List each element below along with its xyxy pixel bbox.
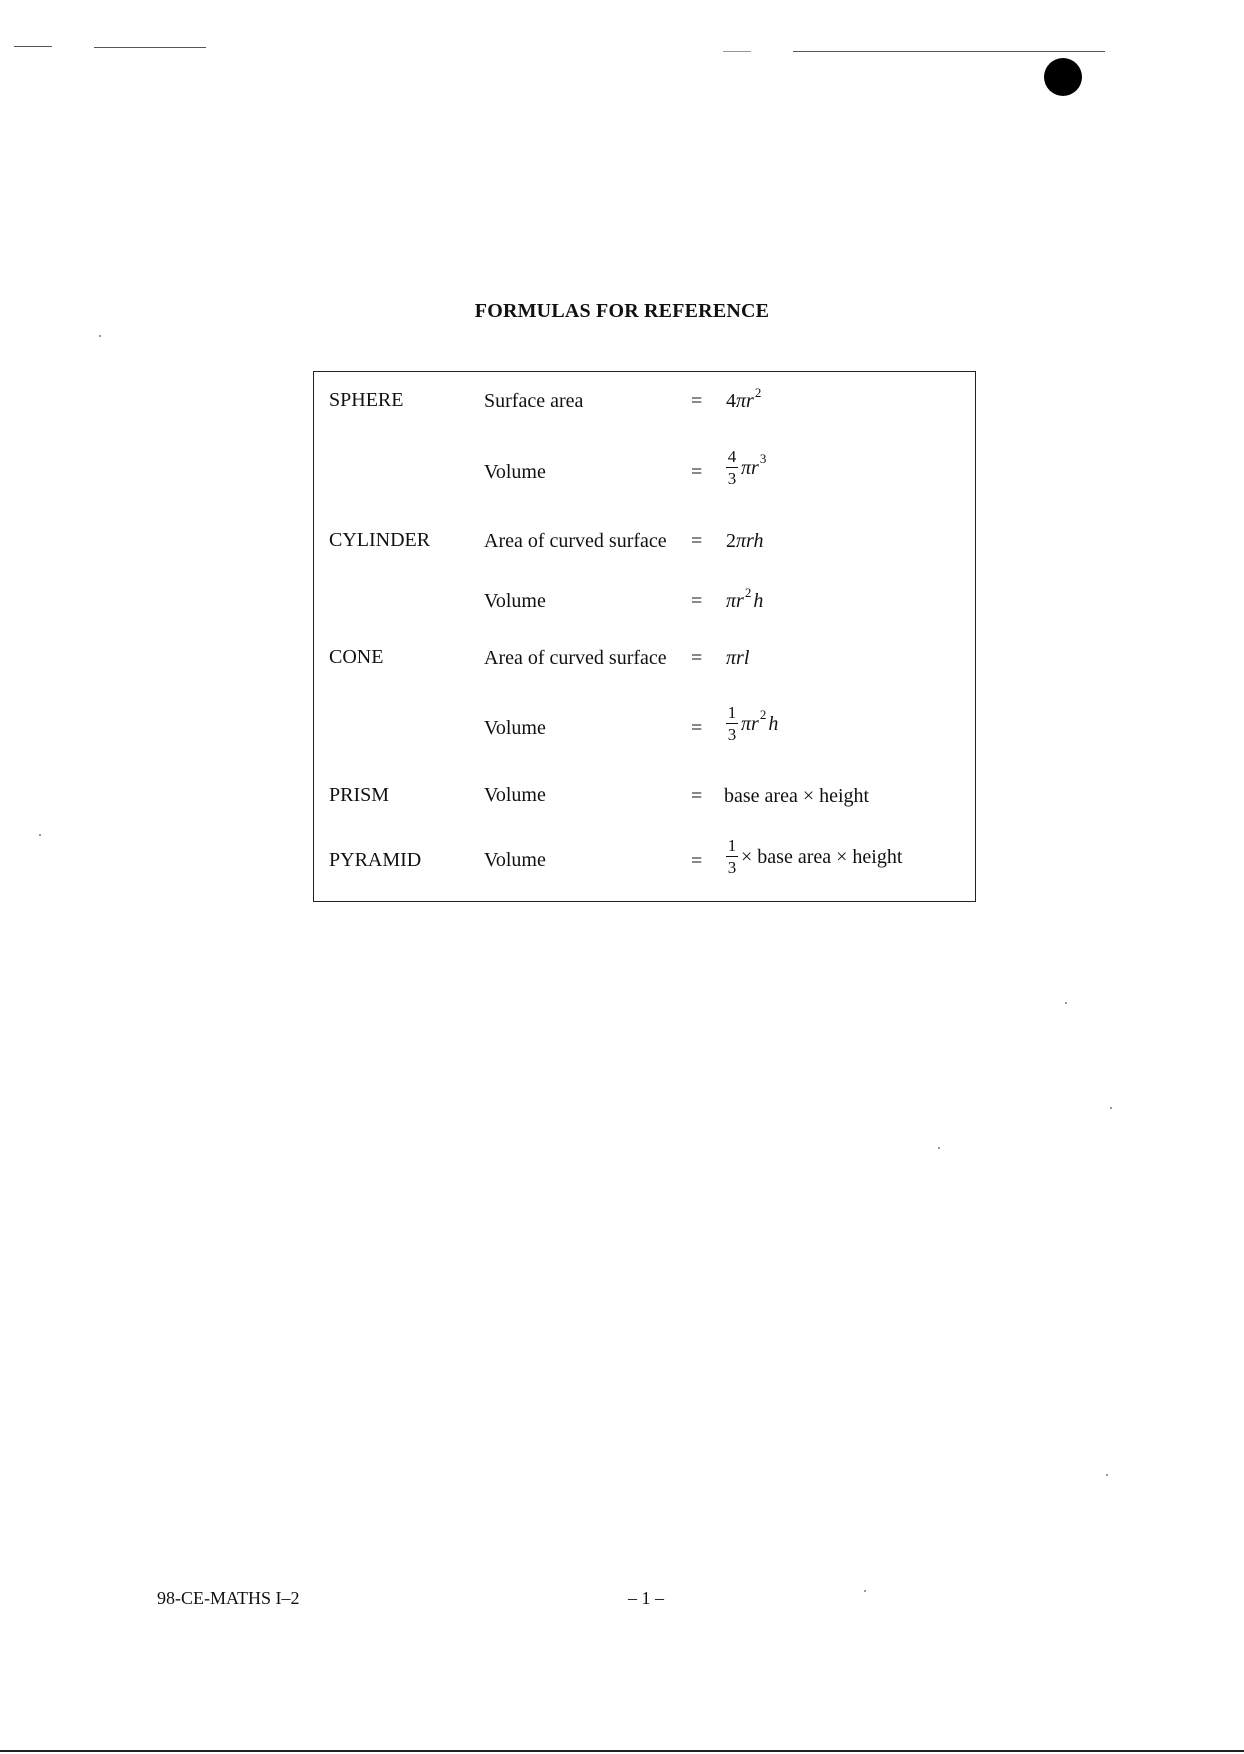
shape-label: CYLINDER — [329, 529, 431, 551]
shape-label: CONE — [329, 646, 384, 668]
fraction — [726, 704, 738, 743]
registration-dot — [1044, 58, 1082, 96]
scan-mark-top-left — [14, 46, 52, 47]
variables: rl — [736, 647, 750, 669]
formula-expression — [726, 837, 902, 876]
pi-symbol: π — [736, 530, 747, 552]
pi-symbol: π — [726, 647, 737, 669]
formula-text: × base area × height — [741, 845, 903, 868]
speck — [1065, 1002, 1067, 1004]
variable: r — [751, 712, 759, 735]
equals-sign: = — [691, 850, 703, 872]
speck — [1110, 1107, 1112, 1109]
variable: r — [746, 390, 754, 412]
variable: r — [736, 590, 744, 612]
page-title: FORMULAS FOR REFERENCE — [474, 300, 770, 322]
paper-code: 98-CE-MATHS I–2 — [157, 1588, 300, 1608]
quantity-label: Volume — [484, 590, 546, 612]
equals-sign: = — [691, 717, 703, 739]
formula-expression — [726, 704, 778, 743]
formula-expression — [726, 384, 762, 412]
formula-expression — [724, 786, 869, 806]
variable: h — [768, 712, 779, 735]
equals-sign: = — [691, 785, 703, 807]
pi-symbol: π — [736, 390, 747, 412]
denominator: 3 — [727, 725, 737, 745]
scan-bottom-edge — [0, 1750, 1244, 1752]
exponent: 2 — [754, 384, 762, 400]
speck — [864, 1590, 866, 1592]
equals-sign: = — [691, 390, 703, 412]
fraction — [726, 837, 738, 876]
scan-mark-top-left-2 — [94, 47, 206, 48]
coefficient: 4 — [726, 390, 736, 412]
variable: r — [751, 456, 759, 479]
scan-mark-top-dots — [723, 51, 751, 52]
formula-table — [313, 371, 976, 902]
quantity-label: Volume — [484, 849, 546, 871]
pi-symbol: π — [741, 712, 752, 735]
exponent: 2 — [744, 584, 752, 600]
formula-text: base area × height — [724, 785, 870, 807]
quantity-label: Volume — [484, 784, 546, 806]
quantity-label: Surface area — [484, 390, 584, 412]
denominator: 3 — [727, 469, 737, 489]
speck — [99, 335, 101, 337]
shape-label: PRISM — [329, 784, 390, 806]
equals-sign: = — [691, 530, 703, 552]
formula-expression — [726, 448, 766, 487]
equals-sign: = — [691, 647, 703, 669]
numerator: 4 — [727, 447, 737, 466]
numerator: 1 — [727, 703, 737, 722]
speck — [39, 834, 41, 836]
speck — [1106, 1474, 1108, 1476]
coefficient: 2 — [726, 530, 736, 552]
exponent: 2 — [759, 707, 767, 723]
formula-expression — [726, 648, 749, 668]
variable: h — [753, 590, 764, 612]
pi-symbol: π — [741, 456, 752, 479]
denominator: 3 — [727, 858, 737, 878]
equals-sign: = — [691, 590, 703, 612]
shape-label: PYRAMID — [329, 849, 422, 871]
quantity-label: Area of curved surface — [484, 647, 667, 669]
quantity-label: Volume — [484, 461, 546, 483]
pi-symbol: π — [726, 590, 737, 612]
fraction — [726, 448, 738, 487]
variables: rh — [746, 530, 764, 552]
shape-label: SPHERE — [329, 389, 404, 411]
quantity-label: Volume — [484, 717, 546, 739]
page-number: – 1 – — [628, 1588, 664, 1608]
equals-sign: = — [691, 461, 703, 483]
numerator: 1 — [727, 836, 737, 855]
scan-mark-top-right — [793, 51, 1105, 52]
formula-expression — [726, 531, 763, 551]
formula-expression — [726, 584, 764, 612]
quantity-label: Area of curved surface — [484, 530, 667, 552]
exponent: 3 — [759, 451, 767, 467]
speck — [938, 1147, 940, 1149]
